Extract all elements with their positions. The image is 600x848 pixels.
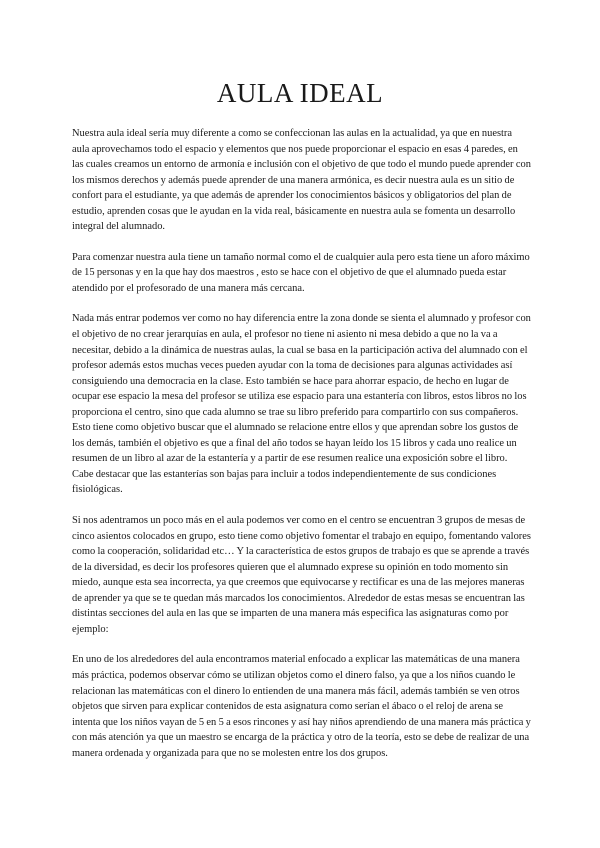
paragraph-math-corner: En uno de los alrededores del aula encontramos material enfocado a explicar las matemáticas de una manera más práctica, podemos observar cómo se utilizan objetos como el dinero falso, ya que a los niños cuando le relacionan las matemáticas con el dinero lo entienden de una manera más fácil, además también se ven otros objetos que sirven para explicar contenidos de esta asignatura como serían el ábaco o el reloj de arena se intenta que los niños vayan de 5 en 5 a esos rincones y así hay niños aprendiendo de una manera más práctica y con más atención ya que un maestro se encarga de la práctica y otro de la teoría, esto se debe de realizar de una manera ordenada y organizada para que no se molesten entre los dos grupos.	[72, 654, 531, 759]
document-title: AULA IDEAL	[216, 78, 384, 108]
paragraph-entrance: Nada más entrar podemos ver como no hay diferencia entre la zona donde se sienta el alumnado y profesor con el objetivo de no crear jerarquías en aula, el profesor no tiene ni asiento ni mesa debido a que no la va a necesitar, debido a la dinámica de nuestras aulas, la cual se basa en la participación activa del alumnado con el profesor además estos muchas veces pueden ayudar con la toma de decisiones para algunas actividades así consiguiendo una democracia en la clase. Esto también se hace para ahorrar espacio, de hecho en lugar de ocupar ese espacio la mesa del profesor se utiliza ese espacio para una estantería con libros, estos libros no los proporciona el centro, sino que cada alumno se trae su libro preferido para compartirlo con sus compañeros. Esto tiene como objetivo buscar que el alumnado se relacione entre ellos y que aprendan sobre los gustos de los demás, también el objetivo es que a final del año todos se hayan leído los 15 libros y cada uno realice un resumen de un libro al azar de la estantería y a partir de ese resumen realice una exposición sobre el libro. Cabe destacar que las estanterías son bajas para incluir a todos independientemente de sus condiciones fisiológicas.	[72, 313, 531, 496]
paragraph-size: Para comenzar nuestra aula tiene un tamaño normal como el de cualquier aula pero esta tiene un aforo máximo de 15 personas y en la que hay dos maestros , esto se hace con el objetivo de que el alumnado pueda estar atendido por el profesorado de una manera más cercana.	[72, 251, 530, 294]
paragraph-groups: Si nos adentramos un poco más en el aula podemos ver como en el centro se encuentran 3 grupos de mesas de cinco asientos colocados en grupo, esto tiene como objetivo fomentar el trabajo en equipo, fomentando valores como la cooperación, solidaridad etc… Y la característica de estos grupos de trabajo es que se aprende a través de la diversidad, es decir los profesores quieren que el alumnado exprese su opinión en todo momento sin miedo, aunque esta sea incorrecta, ya que creemos que equivocarse y rectificar es una de las mejores maneras de aprender ya que se te quedan más marcados los conocimientos. Alrededor de estas mesas se encuentran las distintas secciones del aula en las que se imparten de una manera más especifica las asignaturas como por ejemplo:	[72, 515, 531, 635]
document-body	[72, 126, 531, 776]
paragraph-intro: Nuestra aula ideal sería muy diferente a como se confeccionan las aulas en la actualidad, ya que en nuestra aula aprovechamos todo el espacio y elementos que nos puede proporcionar el espacio en esas 4 paredes, en las cuales creamos un entorno de armonía e inclusión con el objetivo de que todo el mundo puede aprender con los mismos derechos y además puede aprender de una manera armónica, es decir nuestra aula es un sitio de confort para el estudiante, ya que además de aprender los conocimientos básicos y obligatorios del plan de estudio, aprenden cosas que le ayudan en la vida real, básicamente en nuestra aula se fomenta un desarrollo integral del alumnado.	[72, 128, 531, 233]
